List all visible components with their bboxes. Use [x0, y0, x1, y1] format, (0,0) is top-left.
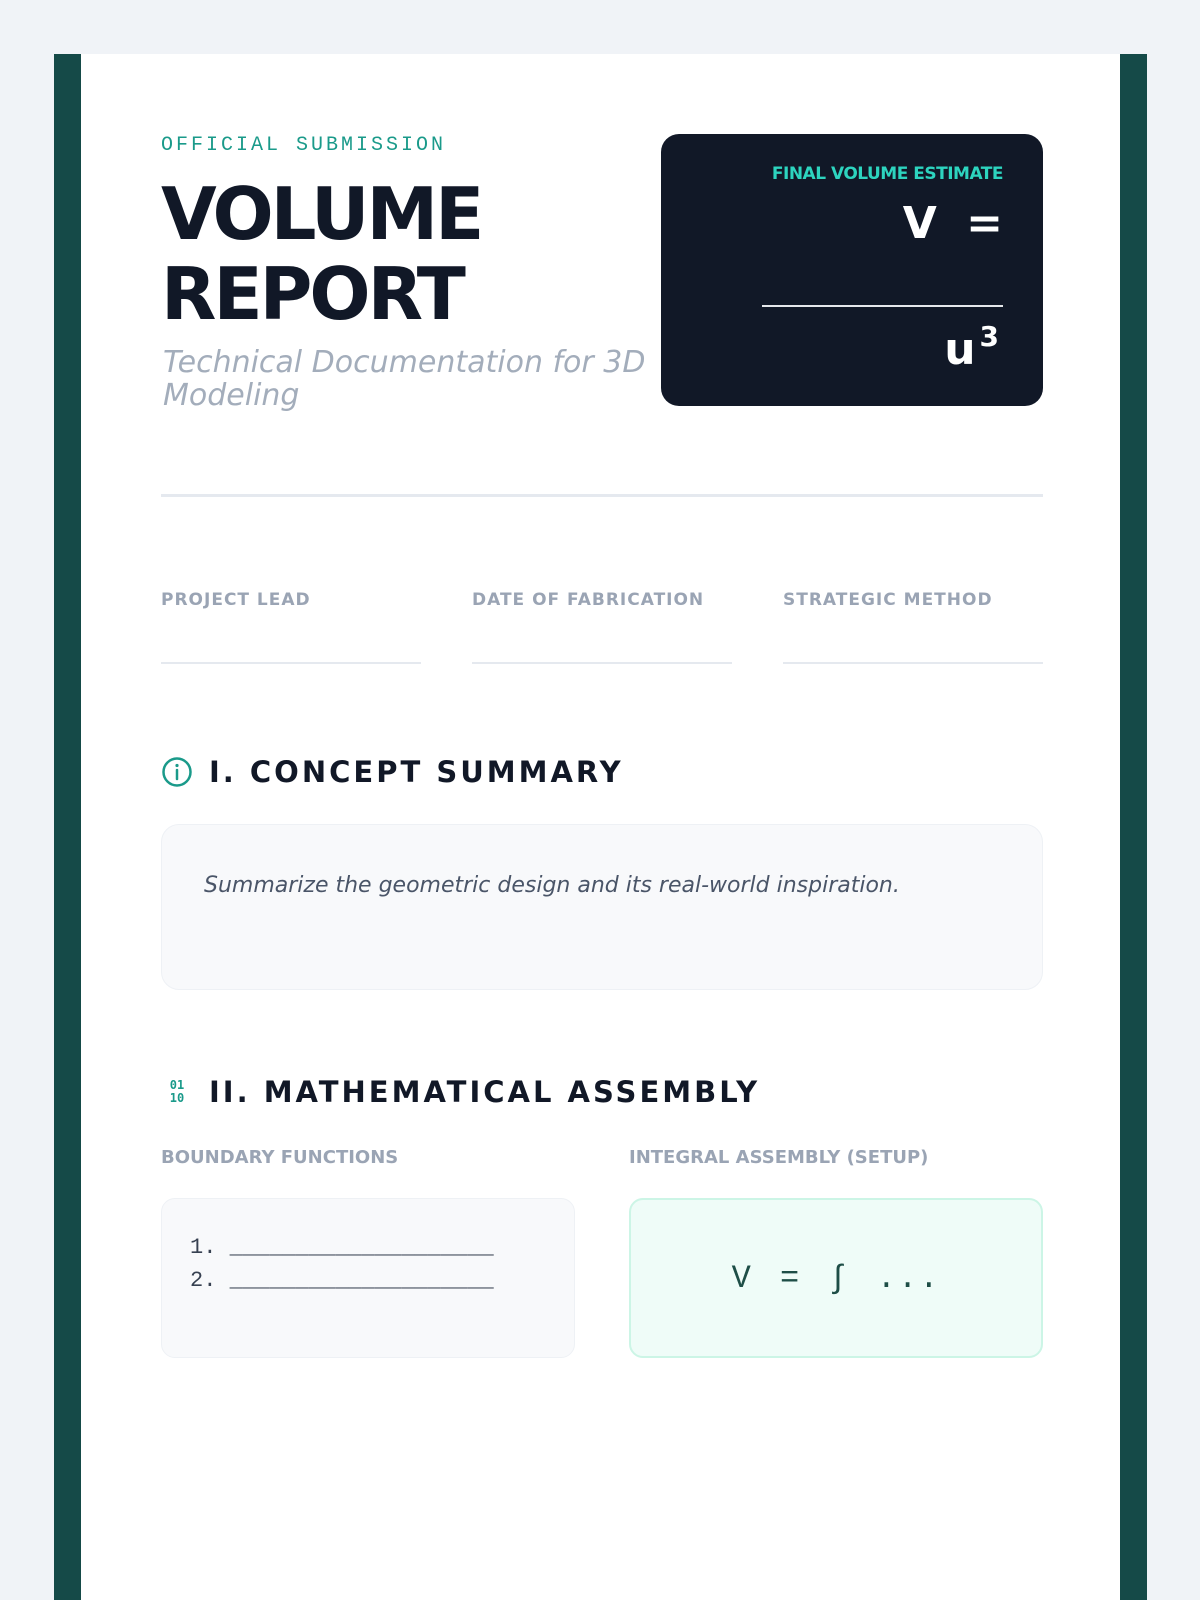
subtitle-line-1: Technical Documentation for 3D — [163, 345, 646, 380]
project-lead-field[interactable] — [161, 590, 421, 610]
page-subtitle — [163, 346, 663, 412]
date-of-fabrication-input-line[interactable] — [472, 662, 732, 664]
estimate-unit-exponent: 3 — [979, 320, 999, 353]
final-volume-estimate-card — [661, 134, 1043, 406]
strategic-method-label: STRATEGIC METHOD — [783, 590, 993, 610]
mathematical-assembly-title: II. MATHEMATICAL ASSEMBLY — [209, 1075, 761, 1109]
estimate-unit-base: u — [944, 324, 976, 375]
estimate-unit — [944, 320, 999, 375]
report-page — [54, 54, 1147, 1600]
boundary-function-1[interactable]: 1. ____________________ — [190, 1235, 494, 1260]
boundary-function-2[interactable]: 2. ____________________ — [190, 1268, 494, 1293]
integral-setup-text: V = ∫ ... — [731, 1259, 941, 1297]
boundary-functions-label: BOUNDARY FUNCTIONS — [161, 1147, 399, 1168]
date-of-fabrication-field[interactable] — [472, 590, 732, 610]
concept-summary-textarea[interactable] — [161, 824, 1043, 990]
integral-assembly-box[interactable] — [629, 1198, 1043, 1358]
title-line-1: VOLUME — [161, 172, 482, 256]
strategic-method-input-line[interactable] — [783, 662, 1043, 664]
project-lead-input-line[interactable] — [161, 662, 421, 664]
estimate-value-line[interactable] — [762, 305, 1003, 307]
boundary-functions-box[interactable] — [161, 1198, 575, 1358]
estimate-equation: V = — [902, 198, 1003, 249]
page-title — [161, 174, 481, 334]
project-lead-label: PROJECT LEAD — [161, 590, 311, 610]
concept-summary-title: I. CONCEPT SUMMARY — [209, 755, 624, 789]
subtitle-line-2: Modeling — [163, 378, 300, 413]
boundary-functions-list — [190, 1231, 494, 1297]
info-circle-icon — [161, 756, 193, 788]
binary-icon-top: 01 — [169, 1078, 185, 1092]
header-divider — [161, 494, 1043, 497]
estimate-label: FINAL VOLUME ESTIMATE — [771, 164, 1003, 184]
concept-summary-placeholder: Summarize the geometric design and its real-world inspiration. — [204, 873, 900, 898]
date-of-fabrication-label: DATE OF FABRICATION — [472, 590, 705, 610]
kicker-label: OFFICIAL SUBMISSION — [161, 134, 447, 157]
binary-icon-bottom: 10 — [169, 1091, 185, 1105]
integral-assembly-label: INTEGRAL ASSEMBLY (SETUP) — [629, 1147, 929, 1168]
binary-icon — [161, 1076, 193, 1108]
title-line-2: REPORT — [161, 252, 463, 336]
concept-summary-heading — [161, 754, 624, 790]
strategic-method-field[interactable] — [783, 590, 1043, 610]
binary-icon-digits — [170, 1079, 184, 1105]
mathematical-assembly-heading — [161, 1074, 760, 1110]
